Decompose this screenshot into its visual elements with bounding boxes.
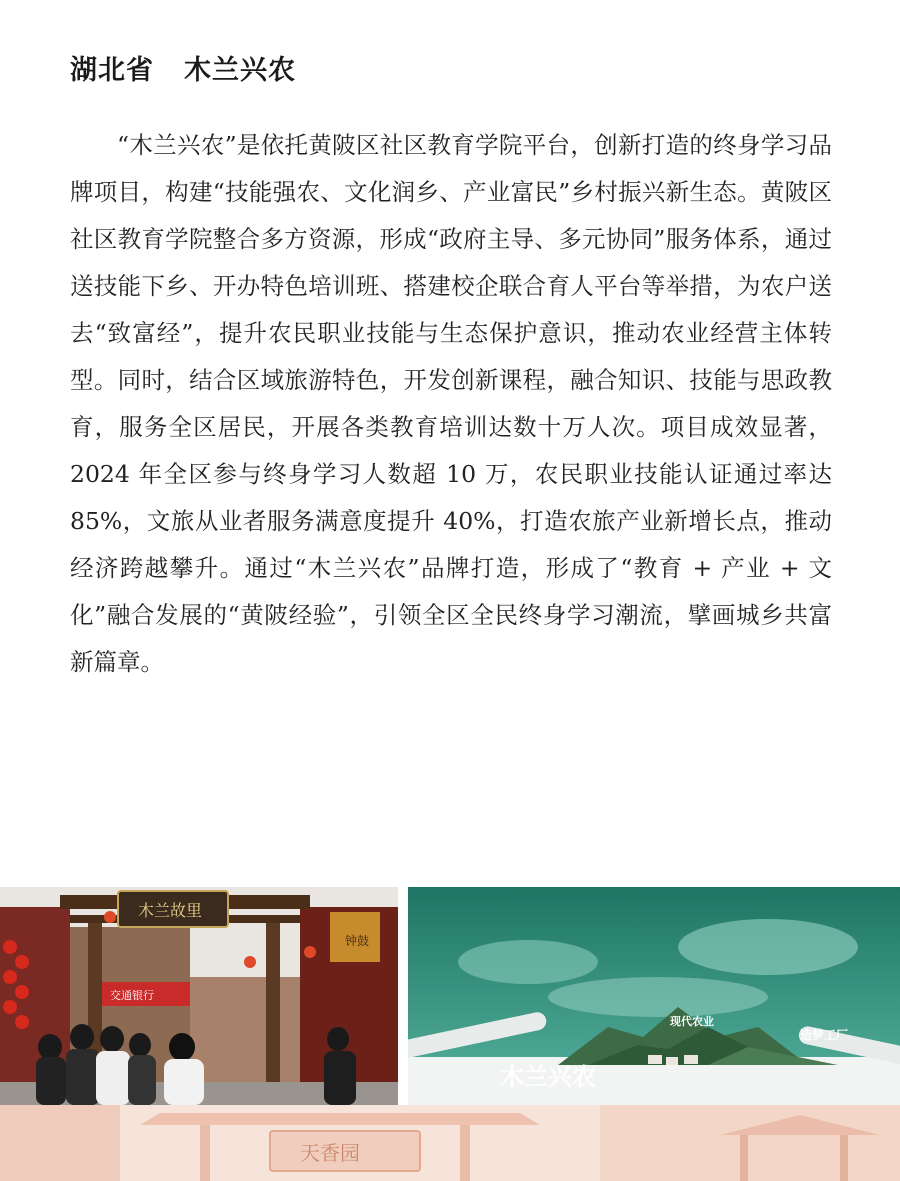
photo-poster (408, 887, 900, 1105)
footer-plaque-text: 天香园 (300, 1141, 360, 1165)
heading-title: 木兰兴农 (184, 55, 296, 86)
bank-sign-text: 交通银行 (110, 989, 154, 1002)
heading-province: 湖北省 (70, 55, 154, 86)
photo-street-gate (0, 887, 398, 1105)
photo-strip (0, 887, 900, 1105)
gate-sign-text: 木兰故里 (138, 901, 203, 920)
footer-decoration (0, 1105, 900, 1181)
footer-architecture-illustration (0, 1105, 900, 1181)
page-heading (70, 48, 296, 87)
body-paragraph: “木兰兴农”是依托黄陂区社区教育学院平台，创新打造的终身学习品牌项目，构建“技能强农、文化润乡、产业富民”乡村振兴新生态。黄陂区社区教育学院整合多方资源，形成“政府主导、多元协同”服务体系，通过送技能下乡、开办特色培训班、搭建校企联合育人平台等举措，为农户送去“致富经”，提升农民职业技能与生态保护意识，推动农业经营主体转型。同时，结合区域旅游特色，开发创新课程，融合知识、技能与思政教育，服务全区居民，开展各类教育培训达数十万人次。项目成效显著，2024 年全区参与终身学习人数超 10 万，农民职业技能认证通过率达 85%，文旅从业者服务满意度提升 40%，打造农旅产业新增长点，推动经济跨越攀升。通过“木兰兴农”品牌打造，形成了“教育 + 产业 + 文化”融合发展的“黄陂经验”，引领全区全民终身学习潮流，擘画城乡共富新篇章。 (70, 131, 832, 676)
side-sign-text: 钟鼓 (345, 934, 370, 948)
poster-title: 木兰兴农 (500, 1063, 596, 1091)
poster-illustration (408, 887, 900, 1105)
dream-factory-label: 造梦工厂 (800, 1028, 849, 1042)
modern-agri-label: 现代农业 (670, 1015, 714, 1028)
street-scene-illustration (0, 887, 398, 1105)
